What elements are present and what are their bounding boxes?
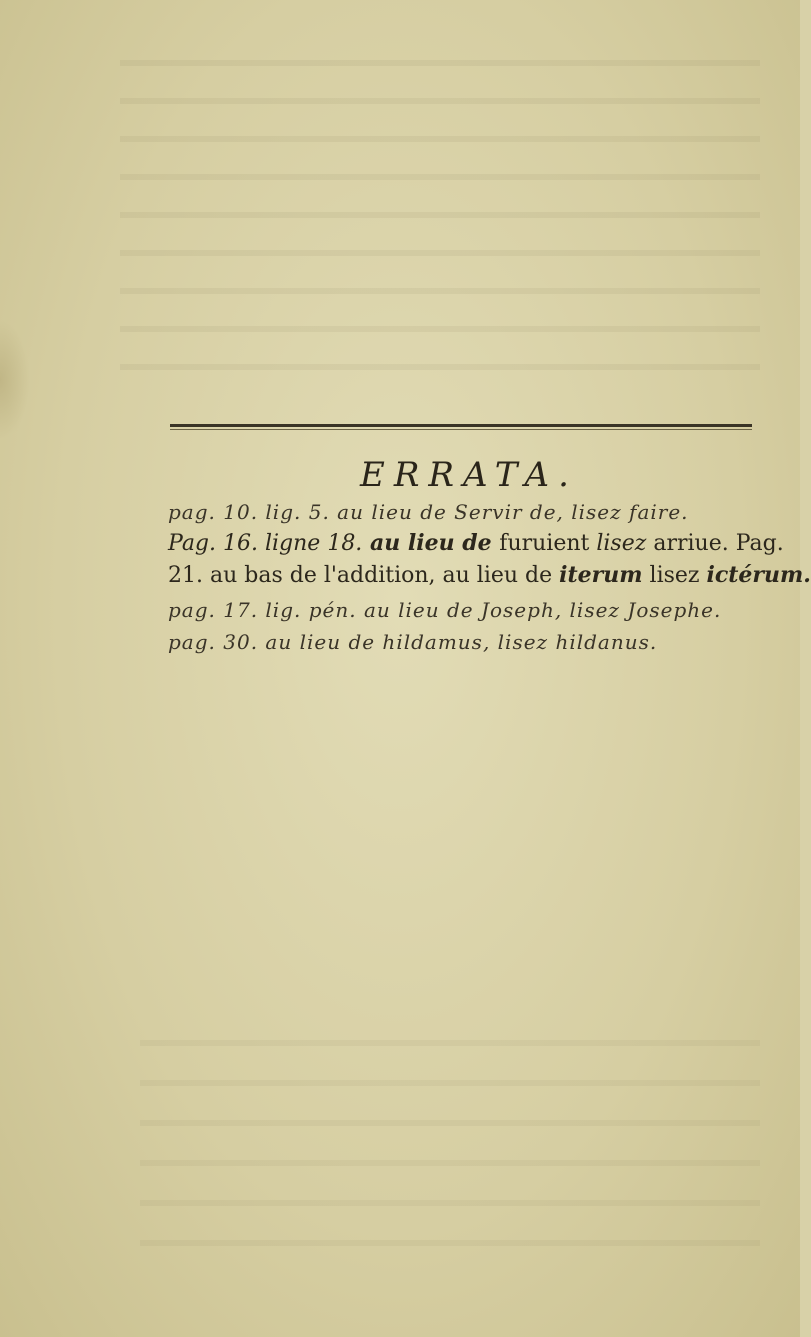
errata-heading: ERRATA. — [360, 455, 578, 495]
paper-stain — [0, 320, 30, 440]
section-rule-thin — [170, 429, 752, 430]
page-ref: Pag. 16. ligne 18. — [168, 531, 363, 556]
errata-line-handwritten: pag. 17. lig. pén. au lieu de Joseph, lisez Josephe. — [168, 598, 722, 622]
errata-line-handwritten: pag. 10. lig. 5. au lieu de Servir de, lisez faire. — [168, 500, 689, 524]
wrong-word: furuient — [499, 531, 597, 556]
section-rule — [170, 424, 752, 427]
correction-phrase: au lieu de — [362, 530, 500, 556]
lisez-word: lisez — [596, 531, 647, 556]
page-ref: 21. au bas de l'addition, au lieu de — [168, 563, 560, 588]
wrong-word: iterum — [559, 562, 643, 588]
lisez-word: lisez — [642, 563, 707, 588]
errata-line-printed — [168, 530, 784, 556]
correct-word: arriue. Pag. — [646, 531, 784, 556]
errata-line-handwritten: pag. 30. au lieu de hildamus, lisez hildanus. — [168, 630, 658, 654]
errata-line-printed — [168, 562, 811, 588]
show-through-text — [140, 1040, 760, 1270]
show-through-text — [120, 60, 760, 400]
correct-word: ictérum. — [706, 562, 811, 588]
